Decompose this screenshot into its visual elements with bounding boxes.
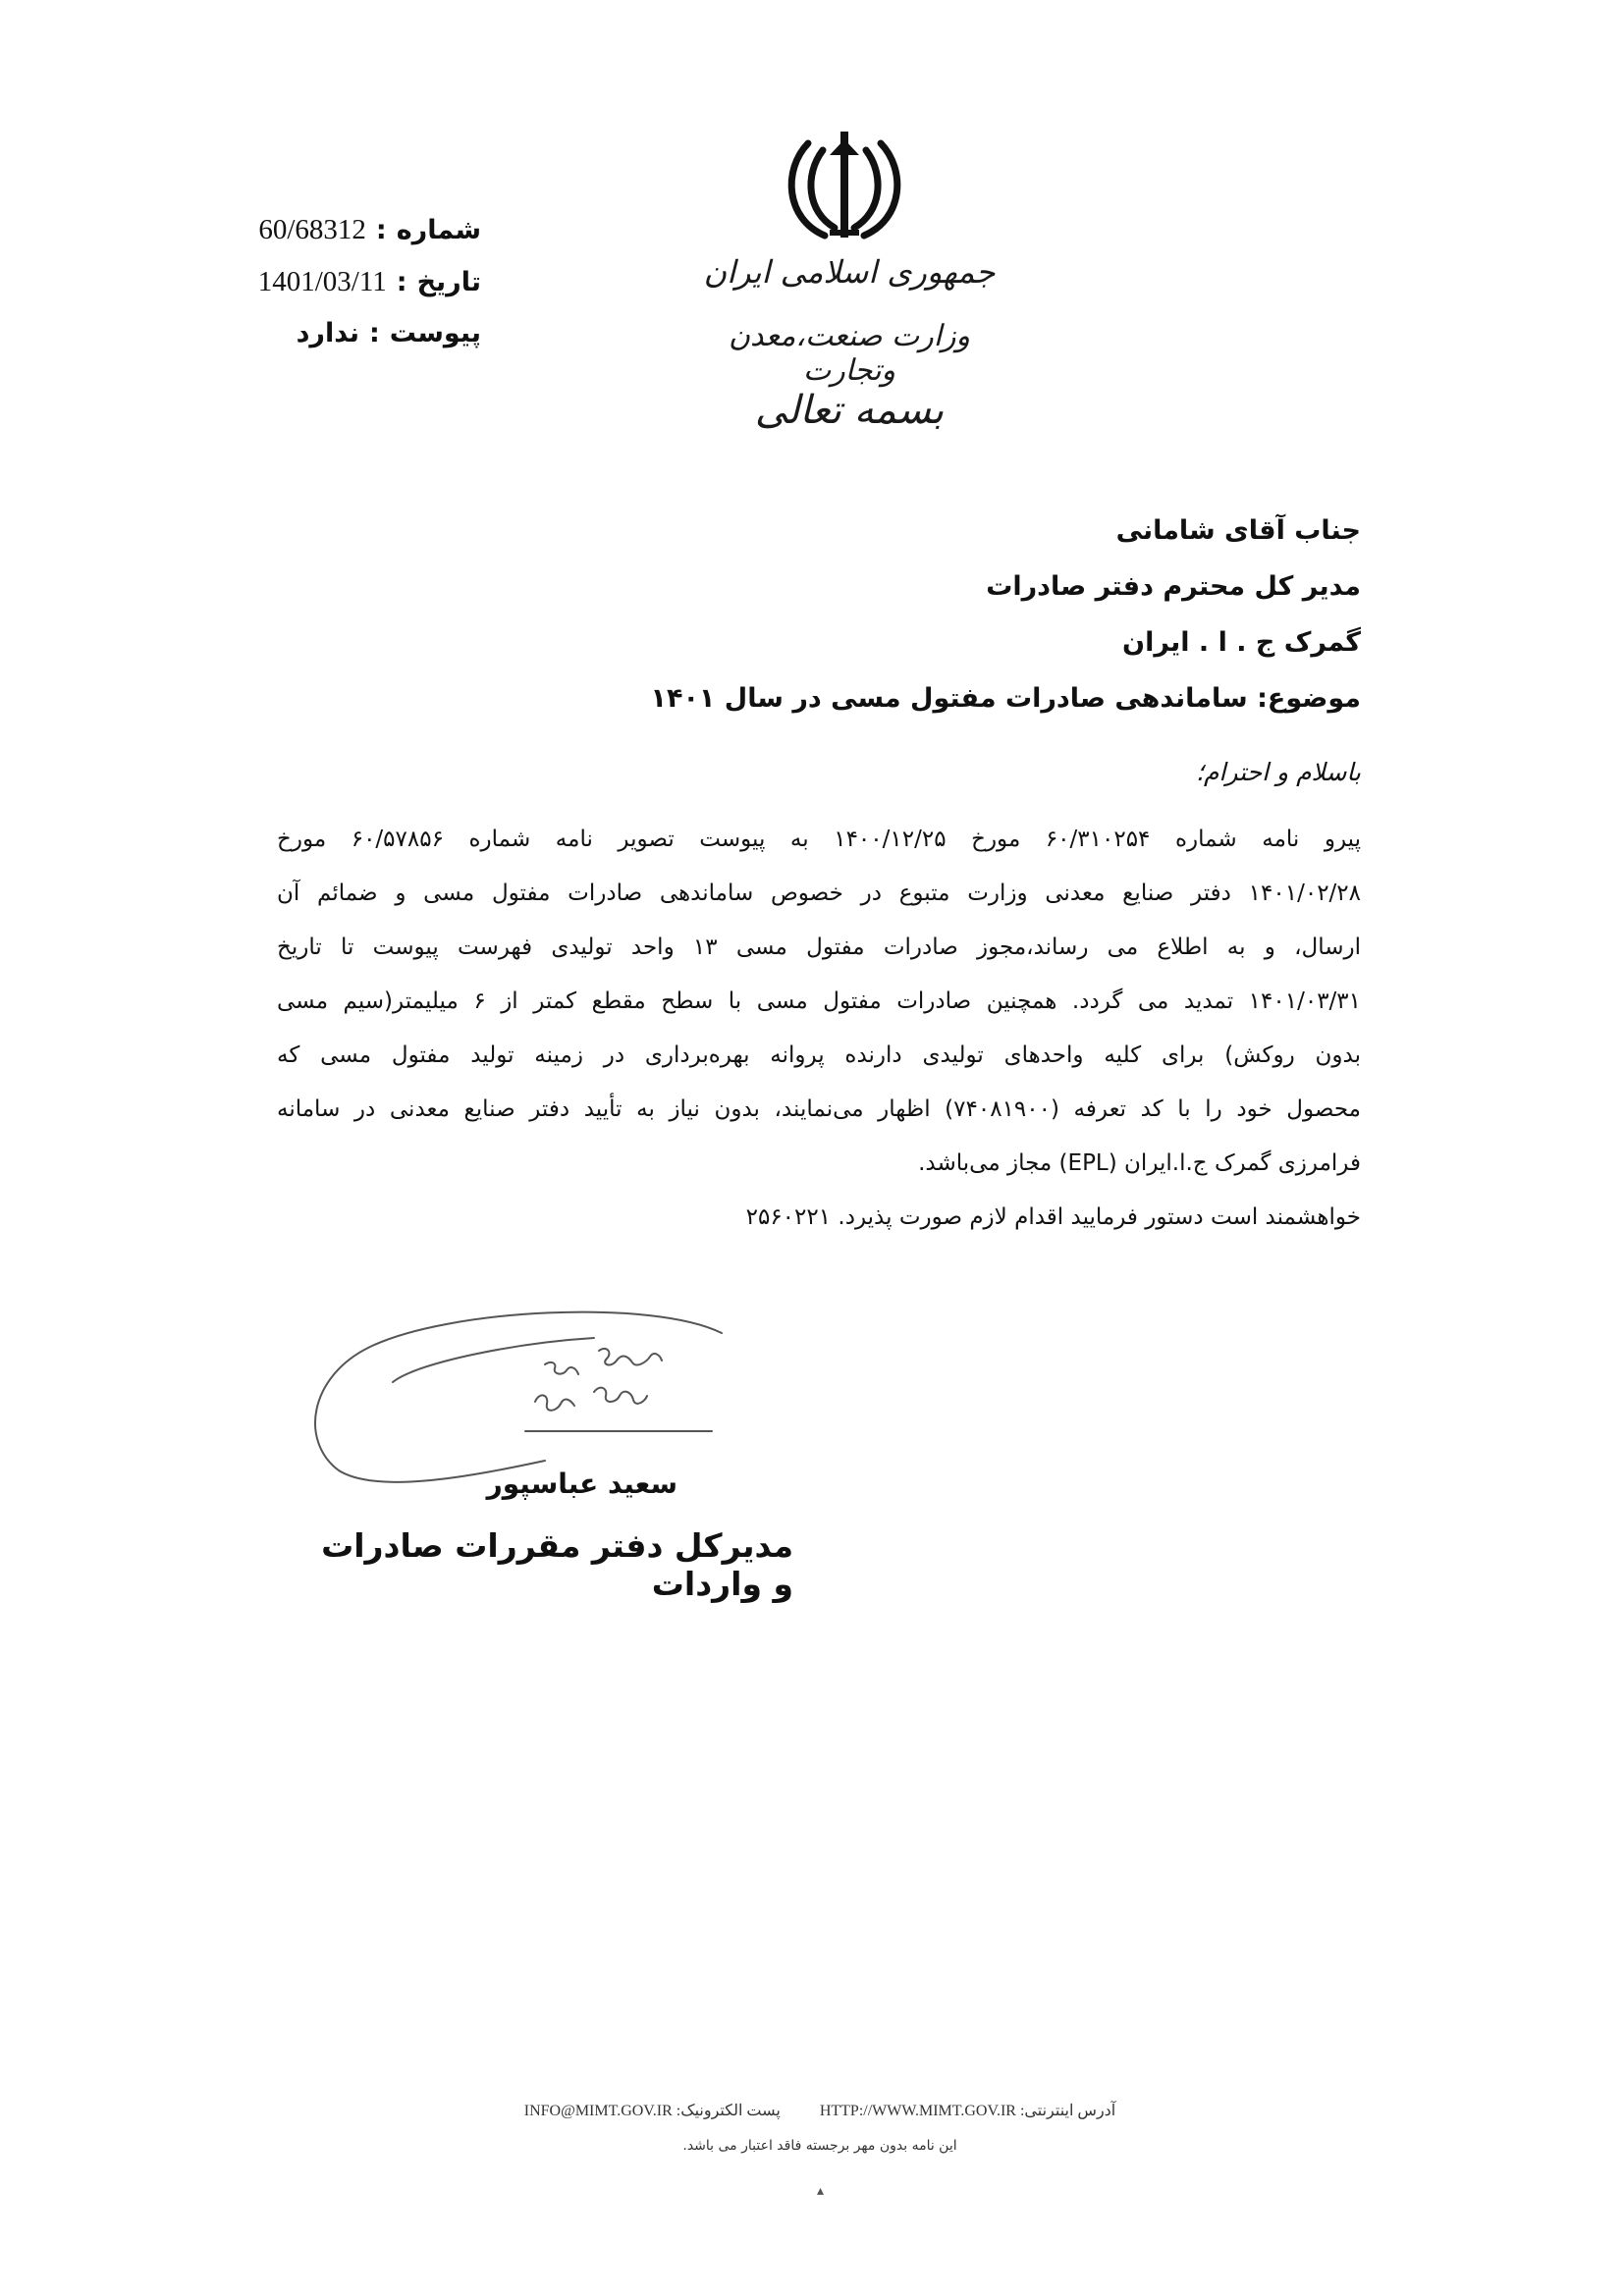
footer-email-value: INFO@MIMT.GOV.IR <box>523 2103 673 2119</box>
ministry-name: وزارت صنعت،معدن وتجارت <box>728 319 971 388</box>
letter-attachment-label: پیوست <box>389 318 481 348</box>
body-line: ۱۴۰۱/۰۳/۳۱ تمدید می گردد. همچنین صادرات مفتول مسی با سطح مقطع کمتر از ۶ میلیمتر(سیم مسی <box>277 988 1361 1014</box>
letter-number-value: 60/68312 <box>258 214 366 245</box>
letter-attachment-row <box>196 318 481 370</box>
body-line: بدون روکش) برای کلیه واحدهای تولیدی دارنده پروانه بهره‌برداری در زمینه تولید مفتول مسی که <box>277 1042 1361 1068</box>
signer-title: مدیرکل دفتر مقررات صادرات و واردات <box>321 1526 793 1603</box>
letter-meta <box>196 214 481 370</box>
footer-web-value: HTTP://WWW.MIMT.GOV.IR <box>819 2103 1016 2119</box>
country-name: جمهوری اسلامی ایران <box>703 253 996 291</box>
separator: : <box>368 318 380 348</box>
body-line: پیرو نامه شماره ۶۰/۳۱۰۲۵۴ مورخ ۱۴۰۰/۱۲/۲۵ به پیوست تصویر نامه شماره ۶۰/۵۷۸۵۶ مورخ <box>277 827 1361 852</box>
footer <box>432 2101 1208 2154</box>
body-line: ۱۴۰۱/۰۲/۲۸ دفتر صنایع معدنی وزارت متبوع در خصوص ساماندهی صادرات مفتول مسی و ضمائم آن <box>277 881 1361 906</box>
iran-emblem-icon <box>781 126 908 248</box>
body-line: خواهشمند است دستور فرمایید اقدام لازم صورت پذیرد. ۲۵۶۰۲۲۱ <box>745 1204 1361 1230</box>
footer-mark-icon: ▴ <box>817 2183 825 2199</box>
letter-attachment-value: ندارد <box>296 318 359 348</box>
footer-web-label: آدرس اینترنتی: <box>1019 2103 1116 2119</box>
addressee-block <box>477 503 1361 726</box>
salutation: باسلام و احترام؛ <box>1196 758 1361 786</box>
letter-date-value: 1401/03/11 <box>257 266 387 297</box>
addressee-org: گمرک ج . ا . ایران <box>1122 627 1361 658</box>
body-line: ارسال، و به اطلاع می رساند،مجوز صادرات مفتول مسی ۱۳ واحد تولیدی فهرست پیوست تا تاریخ <box>277 934 1361 960</box>
letter-date-row <box>196 266 481 318</box>
footer-email-label: پست الکترونیک: <box>676 2103 781 2119</box>
body-line: محصول خود را با کد تعرفه (۷۴۰۸۱۹۰۰) اظهار می‌نمایند، بدون نیاز به تأیید دفتر صنایع معدنی در سامانه <box>277 1096 1361 1122</box>
footer-email <box>524 2101 781 2120</box>
footer-note: این نامه بدون مهر برجسته فاقد اعتبار می باشد. <box>682 2138 957 2154</box>
separator: : <box>375 215 387 245</box>
footer-web <box>820 2101 1115 2120</box>
invocation: بسمه تعالی <box>754 388 945 433</box>
letter-date-label: تاریخ <box>416 267 481 297</box>
separator: : <box>396 267 407 297</box>
footer-contacts <box>432 2101 1208 2120</box>
addressee-name: جناب آقای شامانی <box>1115 515 1361 546</box>
letter-body <box>277 813 1361 1245</box>
letter-number-label: شماره <box>396 215 481 245</box>
addressee-title: مدیر کل محترم دفتر صادرات <box>986 571 1361 602</box>
letter-number-row <box>196 214 481 266</box>
body-line: فرامرزی گمرک ج.ا.ایران (EPL) مجاز می‌باشد. <box>918 1150 1361 1176</box>
signer-name: سعید عباسپور <box>486 1468 677 1500</box>
letter-subject: موضوع: ساماندهی صادرات مفتول مسی در سال ۱۴۰۱ <box>650 683 1361 714</box>
